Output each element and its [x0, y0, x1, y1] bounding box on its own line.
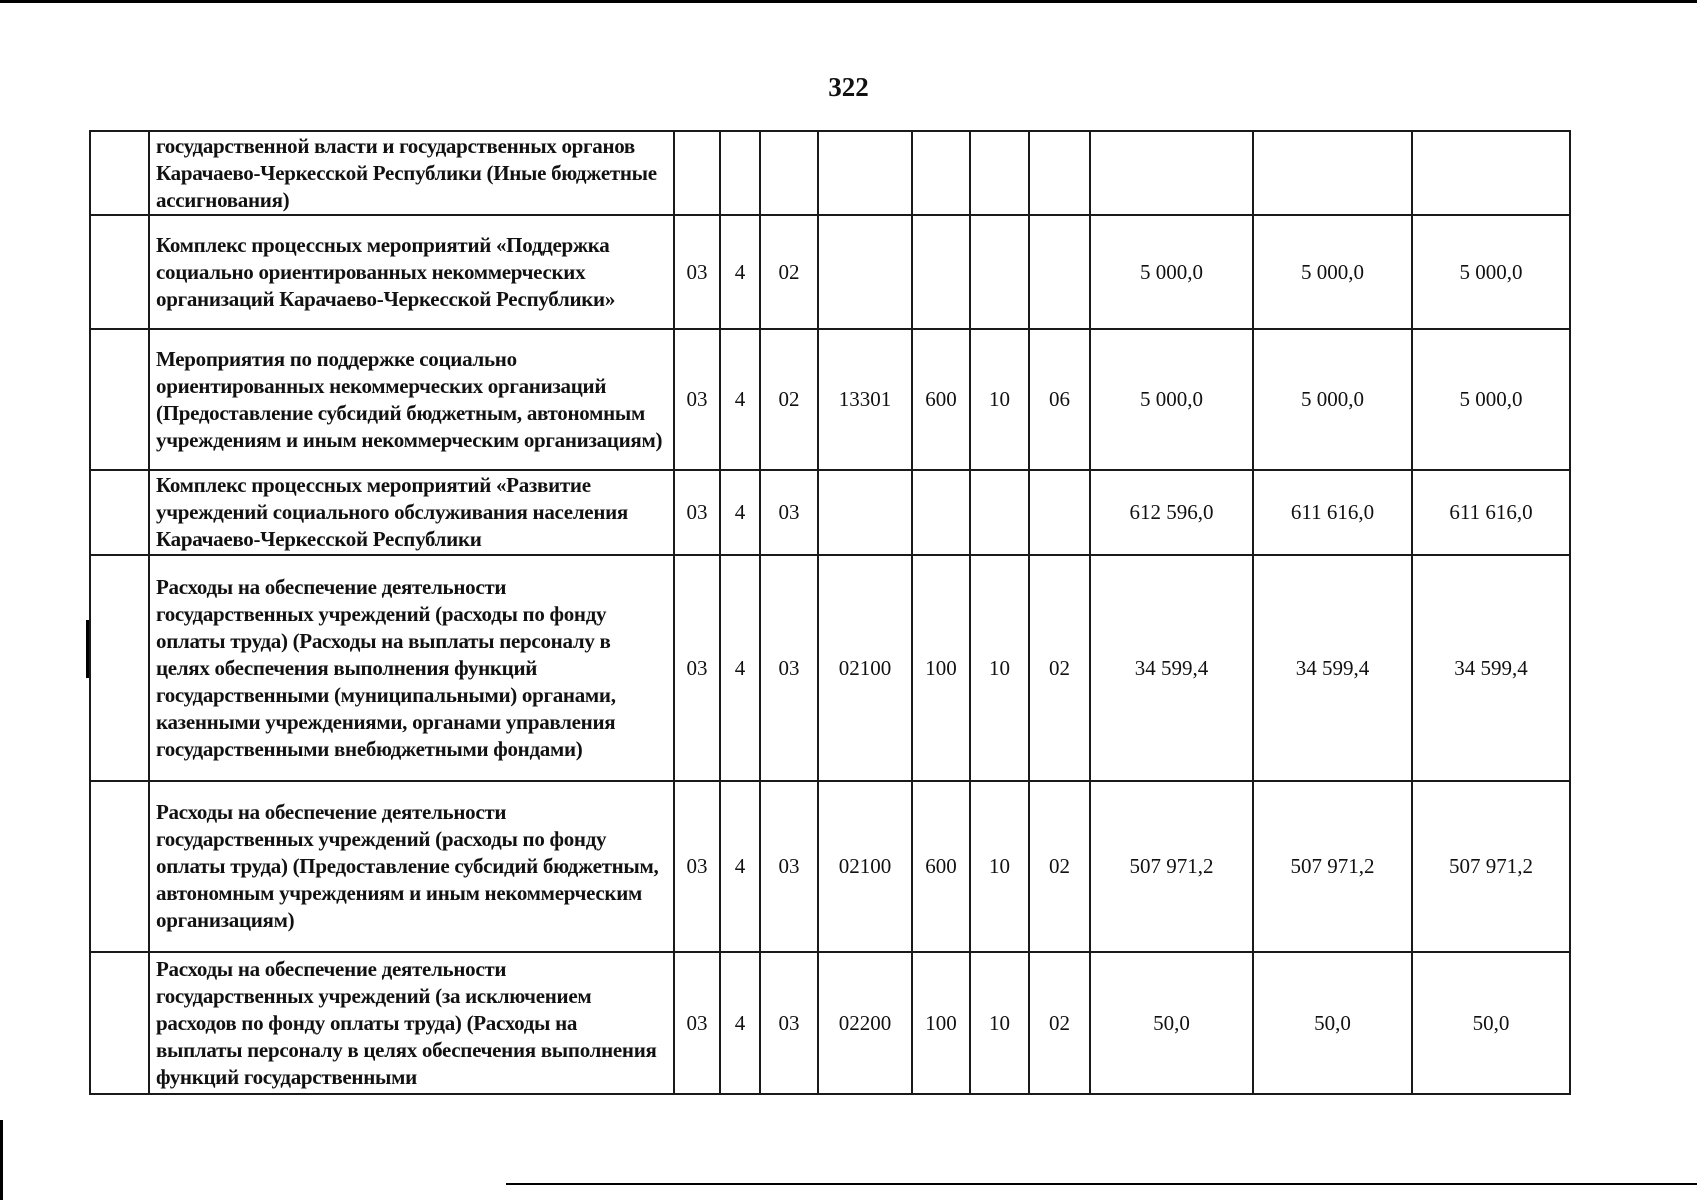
amount-year-1-cell: 5 000,0: [1090, 215, 1253, 329]
code-direction-cell: 02200: [818, 952, 912, 1094]
page-number: 322: [828, 72, 869, 102]
code-direction-cell: 13301: [818, 329, 912, 470]
code-subprogram-cell: 02: [760, 215, 818, 329]
code-subdivision-cell: [1029, 470, 1090, 555]
amount-year-3-cell: 34 599,4: [1412, 555, 1570, 781]
amount-year-1-cell: 612 596,0: [1090, 470, 1253, 555]
code-subdivision-cell: 02: [1029, 952, 1090, 1094]
amount-year-1-cell: 5 000,0: [1090, 329, 1253, 470]
code-subprogram-cell: 03: [760, 952, 818, 1094]
row-number-cell: [90, 131, 149, 215]
table-row: [90, 952, 1570, 1094]
code-section-cell: 03: [674, 329, 720, 470]
code-subprogram-cell: 03: [760, 470, 818, 555]
code-subdivision-cell: 02: [1029, 781, 1090, 952]
code-subdivision-cell: [1029, 215, 1090, 329]
code-section-cell: 03: [674, 470, 720, 555]
code-direction-cell: 02100: [818, 555, 912, 781]
row-number-cell: [90, 781, 149, 952]
amount-year-3-cell: 50,0: [1412, 952, 1570, 1094]
amount-year-2-cell: 5 000,0: [1253, 215, 1412, 329]
table-row: [90, 555, 1570, 781]
code-division-cell: [970, 470, 1029, 555]
scan-edge-bottom: [506, 1183, 1697, 1185]
amount-year-1-cell: 34 599,4: [1090, 555, 1253, 781]
code-program-cell: 4: [720, 470, 760, 555]
row-name-cell: государственной власти и государственных органов Карачаево-Черкесской Республики (Иные бюджетные ассигнования): [149, 131, 674, 215]
table-row: [90, 131, 1570, 215]
code-expense-type-cell: 600: [912, 781, 970, 952]
amount-year-3-cell: 5 000,0: [1412, 329, 1570, 470]
code-direction-cell: [818, 131, 912, 215]
row-number-cell: [90, 470, 149, 555]
code-subprogram-cell: 02: [760, 329, 818, 470]
code-subdivision-cell: 02: [1029, 555, 1090, 781]
row-number-cell: [90, 555, 149, 781]
code-program-cell: 4: [720, 329, 760, 470]
amount-year-3-cell: 5 000,0: [1412, 215, 1570, 329]
code-program-cell: 4: [720, 215, 760, 329]
code-expense-type-cell: 100: [912, 555, 970, 781]
amount-year-2-cell: 611 616,0: [1253, 470, 1412, 555]
table-row: [90, 329, 1570, 470]
row-number-cell: [90, 952, 149, 1094]
scan-edge-left: [0, 1120, 3, 1200]
amount-year-3-cell: 507 971,2: [1412, 781, 1570, 952]
code-division-cell: 10: [970, 952, 1029, 1094]
row-name-cell: Комплекс процессных мероприятий «Развитие учреждений социального обслуживания населения Карачаево-Черкесской Республики: [149, 470, 674, 555]
code-expense-type-cell: 600: [912, 329, 970, 470]
code-section-cell: 03: [674, 215, 720, 329]
amount-year-2-cell: 507 971,2: [1253, 781, 1412, 952]
code-subdivision-cell: [1029, 131, 1090, 215]
table-body: [90, 131, 1570, 1094]
amount-year-1-cell: 50,0: [1090, 952, 1253, 1094]
code-division-cell: [970, 131, 1029, 215]
code-expense-type-cell: [912, 131, 970, 215]
amount-year-2-cell: 5 000,0: [1253, 329, 1412, 470]
table-row: [90, 215, 1570, 329]
table-row: [90, 470, 1570, 555]
code-division-cell: [970, 215, 1029, 329]
code-section-cell: [674, 131, 720, 215]
amount-year-3-cell: [1412, 131, 1570, 215]
code-subdivision-cell: 06: [1029, 329, 1090, 470]
code-expense-type-cell: [912, 215, 970, 329]
row-name-cell: Комплекс процессных мероприятий «Поддержка социально ориентированных некоммерческих организаций Карачаево-Черкесской Республики»: [149, 215, 674, 329]
budget-table: [89, 130, 1571, 1095]
amount-year-2-cell: 34 599,4: [1253, 555, 1412, 781]
row-number-cell: [90, 215, 149, 329]
row-name-cell: Расходы на обеспечение деятельности государственных учреждений (расходы по фонду оплаты труда) (Предоставление субсидий бюджетным, автономным учреждениям и иным некоммерческим организациям): [149, 781, 674, 952]
amount-year-3-cell: 611 616,0: [1412, 470, 1570, 555]
code-program-cell: [720, 131, 760, 215]
scan-edge-top: [0, 0, 1697, 3]
code-expense-type-cell: 100: [912, 952, 970, 1094]
code-direction-cell: [818, 470, 912, 555]
amount-year-1-cell: 507 971,2: [1090, 781, 1253, 952]
code-direction-cell: [818, 215, 912, 329]
code-division-cell: 10: [970, 555, 1029, 781]
code-program-cell: 4: [720, 555, 760, 781]
amount-year-2-cell: [1253, 131, 1412, 215]
row-name-cell: Мероприятия по поддержке социально ориентированных некоммерческих организаций (Предоставление субсидий бюджетным, автономным учреждениям и иным некоммерческим организациям): [149, 329, 674, 470]
code-direction-cell: 02100: [818, 781, 912, 952]
code-section-cell: 03: [674, 555, 720, 781]
code-program-cell: 4: [720, 781, 760, 952]
row-number-cell: [90, 329, 149, 470]
code-subprogram-cell: 03: [760, 555, 818, 781]
code-subprogram-cell: 03: [760, 781, 818, 952]
code-division-cell: 10: [970, 781, 1029, 952]
code-subprogram-cell: [760, 131, 818, 215]
row-name-cell: Расходы на обеспечение деятельности государственных учреждений (расходы по фонду оплаты труда) (Расходы на выплаты персоналу в целях обеспечения выполнения функций государственными (муниципальными) органами, казенными учреждениями, органами управления государственными внебюджетными фондами): [149, 555, 674, 781]
code-section-cell: 03: [674, 952, 720, 1094]
code-expense-type-cell: [912, 470, 970, 555]
code-program-cell: 4: [720, 952, 760, 1094]
code-section-cell: 03: [674, 781, 720, 952]
row-name-cell: Расходы на обеспечение деятельности государственных учреждений (за исключением расходов по фонду оплаты труда) (Расходы на выплаты персоналу в целях обеспечения выполнения функций государственными: [149, 952, 674, 1094]
table-row: [90, 781, 1570, 952]
amount-year-2-cell: 50,0: [1253, 952, 1412, 1094]
code-division-cell: 10: [970, 329, 1029, 470]
amount-year-1-cell: [1090, 131, 1253, 215]
